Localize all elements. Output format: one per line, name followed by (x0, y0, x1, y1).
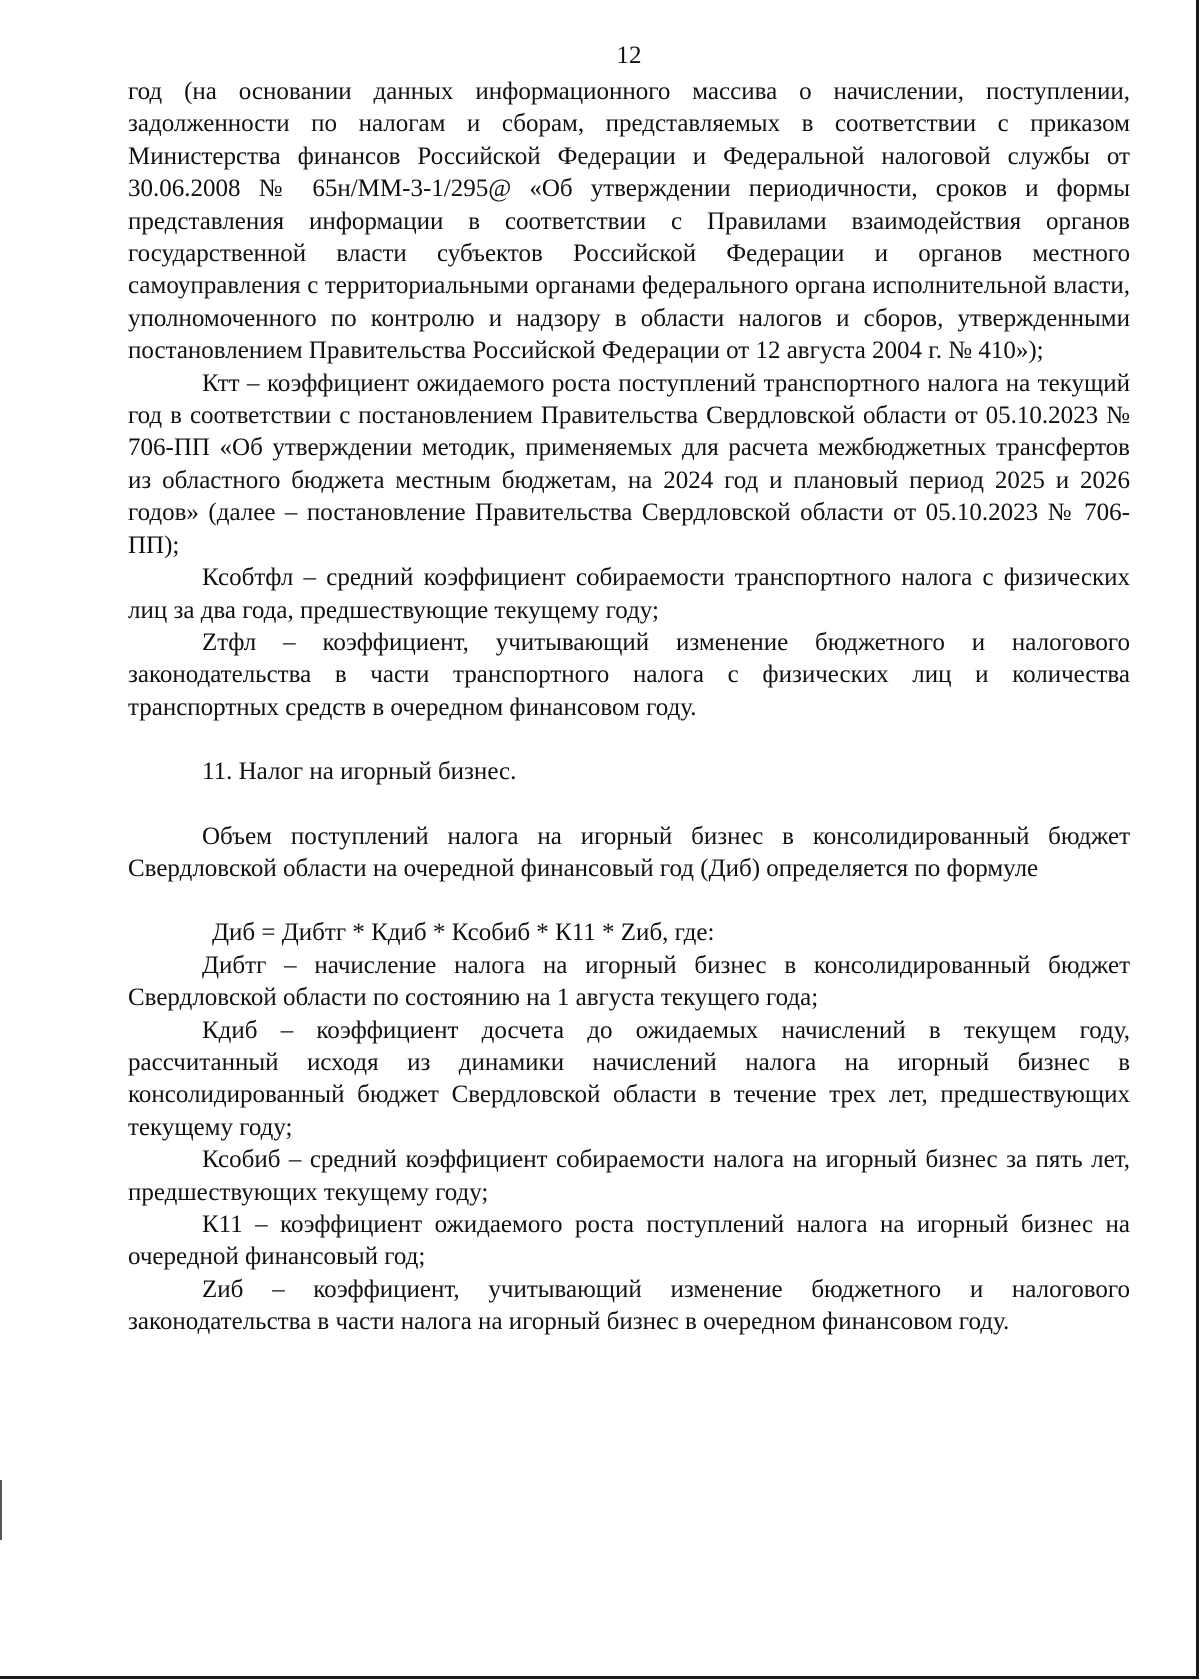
paragraph-ksobtfl-definition: Ксобтфл – средний коэффициент собираемости транспортного налога с физических лиц за два года, предшествующие текущему году; (128, 564, 1130, 624)
paragraph-ztfl-definition: Zтфл – коэффициент, учитывающий изменение бюджетного и налогового законодательства в части транспортного налога с физических лиц и количества транспортных средств в очередном финансовом году. (128, 628, 1130, 721)
paragraph-dibtg-definition: Дибтг – начисление налога на игорный бизнес в консолидированный бюджет Свердловской области по состоянию на 1 августа текущего года; (128, 951, 1130, 1012)
scan-edge-mark (0, 1480, 2, 1540)
paragraph-zib-definition: Zиб – коэффициент, учитывающий изменение бюджетного и налогового законодательства в части налога на игорный бизнес в очередном финансовом году. (128, 1275, 1130, 1336)
paragraph-dib-intro: Объем поступлений налога на игорный бизнес в консолидированный бюджет Свердловской области на очередной финансовый год (Диб) определяется по формуле (128, 822, 1130, 882)
paragraph-ksobib-definition: Ксобиб – средний коэффициент собираемости налога на игорный бизнес за пять лет, предшествующих текущему году; (128, 1146, 1130, 1206)
section-heading: 11. Налог на игорный бизнес. (202, 758, 517, 786)
paragraph-kdib-definition: Кдиб – коэффициент досчета до ожидаемых начислений в текущем году, рассчитанный исходя из динамики начислений налога на игорный бизнес в консолидированный бюджет Свердловской области в течение трех лет, предшествующих текущему году; (128, 1016, 1130, 1141)
page-content (128, 40, 1130, 1339)
paragraph-k11-definition: К11 – коэффициент ожидаемого роста поступлений налога на игорный бизнес на очередной финансовый год; (128, 1211, 1130, 1271)
spacer (128, 724, 1130, 756)
formula: Диб = Дибтг * Кдиб * Ксобиб * К11 * Zиб, где: (212, 919, 715, 947)
paragraph-ktt-definition: Ктт – коэффициент ожидаемого роста поступлений транспортного налога на текущий год в соответствии с постановлением Правительства Свердловской области от 05.10.2023 № 706-ПП «Об утверждении методик, применяемых для расчета межбюджетных трансфертов из областного бюджета местным бюджетам, на 2024 год и плановый период 2025 и 2026 годов» (далее – постановление Правительства Свердловской области от 05.10.2023 № 706-ПП); (128, 369, 1130, 559)
spacer (128, 789, 1130, 821)
page-number: 12 (616, 42, 642, 69)
paragraph-continuation: год (на основании данных информационного массива о начислении, поступлении, задолженности по налогам и сборам, представляемых в соответствии с приказом Министерства финансов Российской Федерации и Федеральной налоговой службы от 30.06.2008 № 65н/ММ-3-1/295@ «Об утверждении периодичности, сроков и формы представления информации в соответствии с Правилами взаимодействия органов государственной власти субъектов Российской Федерации и органов местного самоуправления с территориальными органами федерального органа исполнительной власти, уполномоченного по контролю и надзору в области налогов и сборов, утвержденными постановлением Правительства Российской Федерации от 12 августа 2004 г. № 410»); (128, 78, 1130, 365)
